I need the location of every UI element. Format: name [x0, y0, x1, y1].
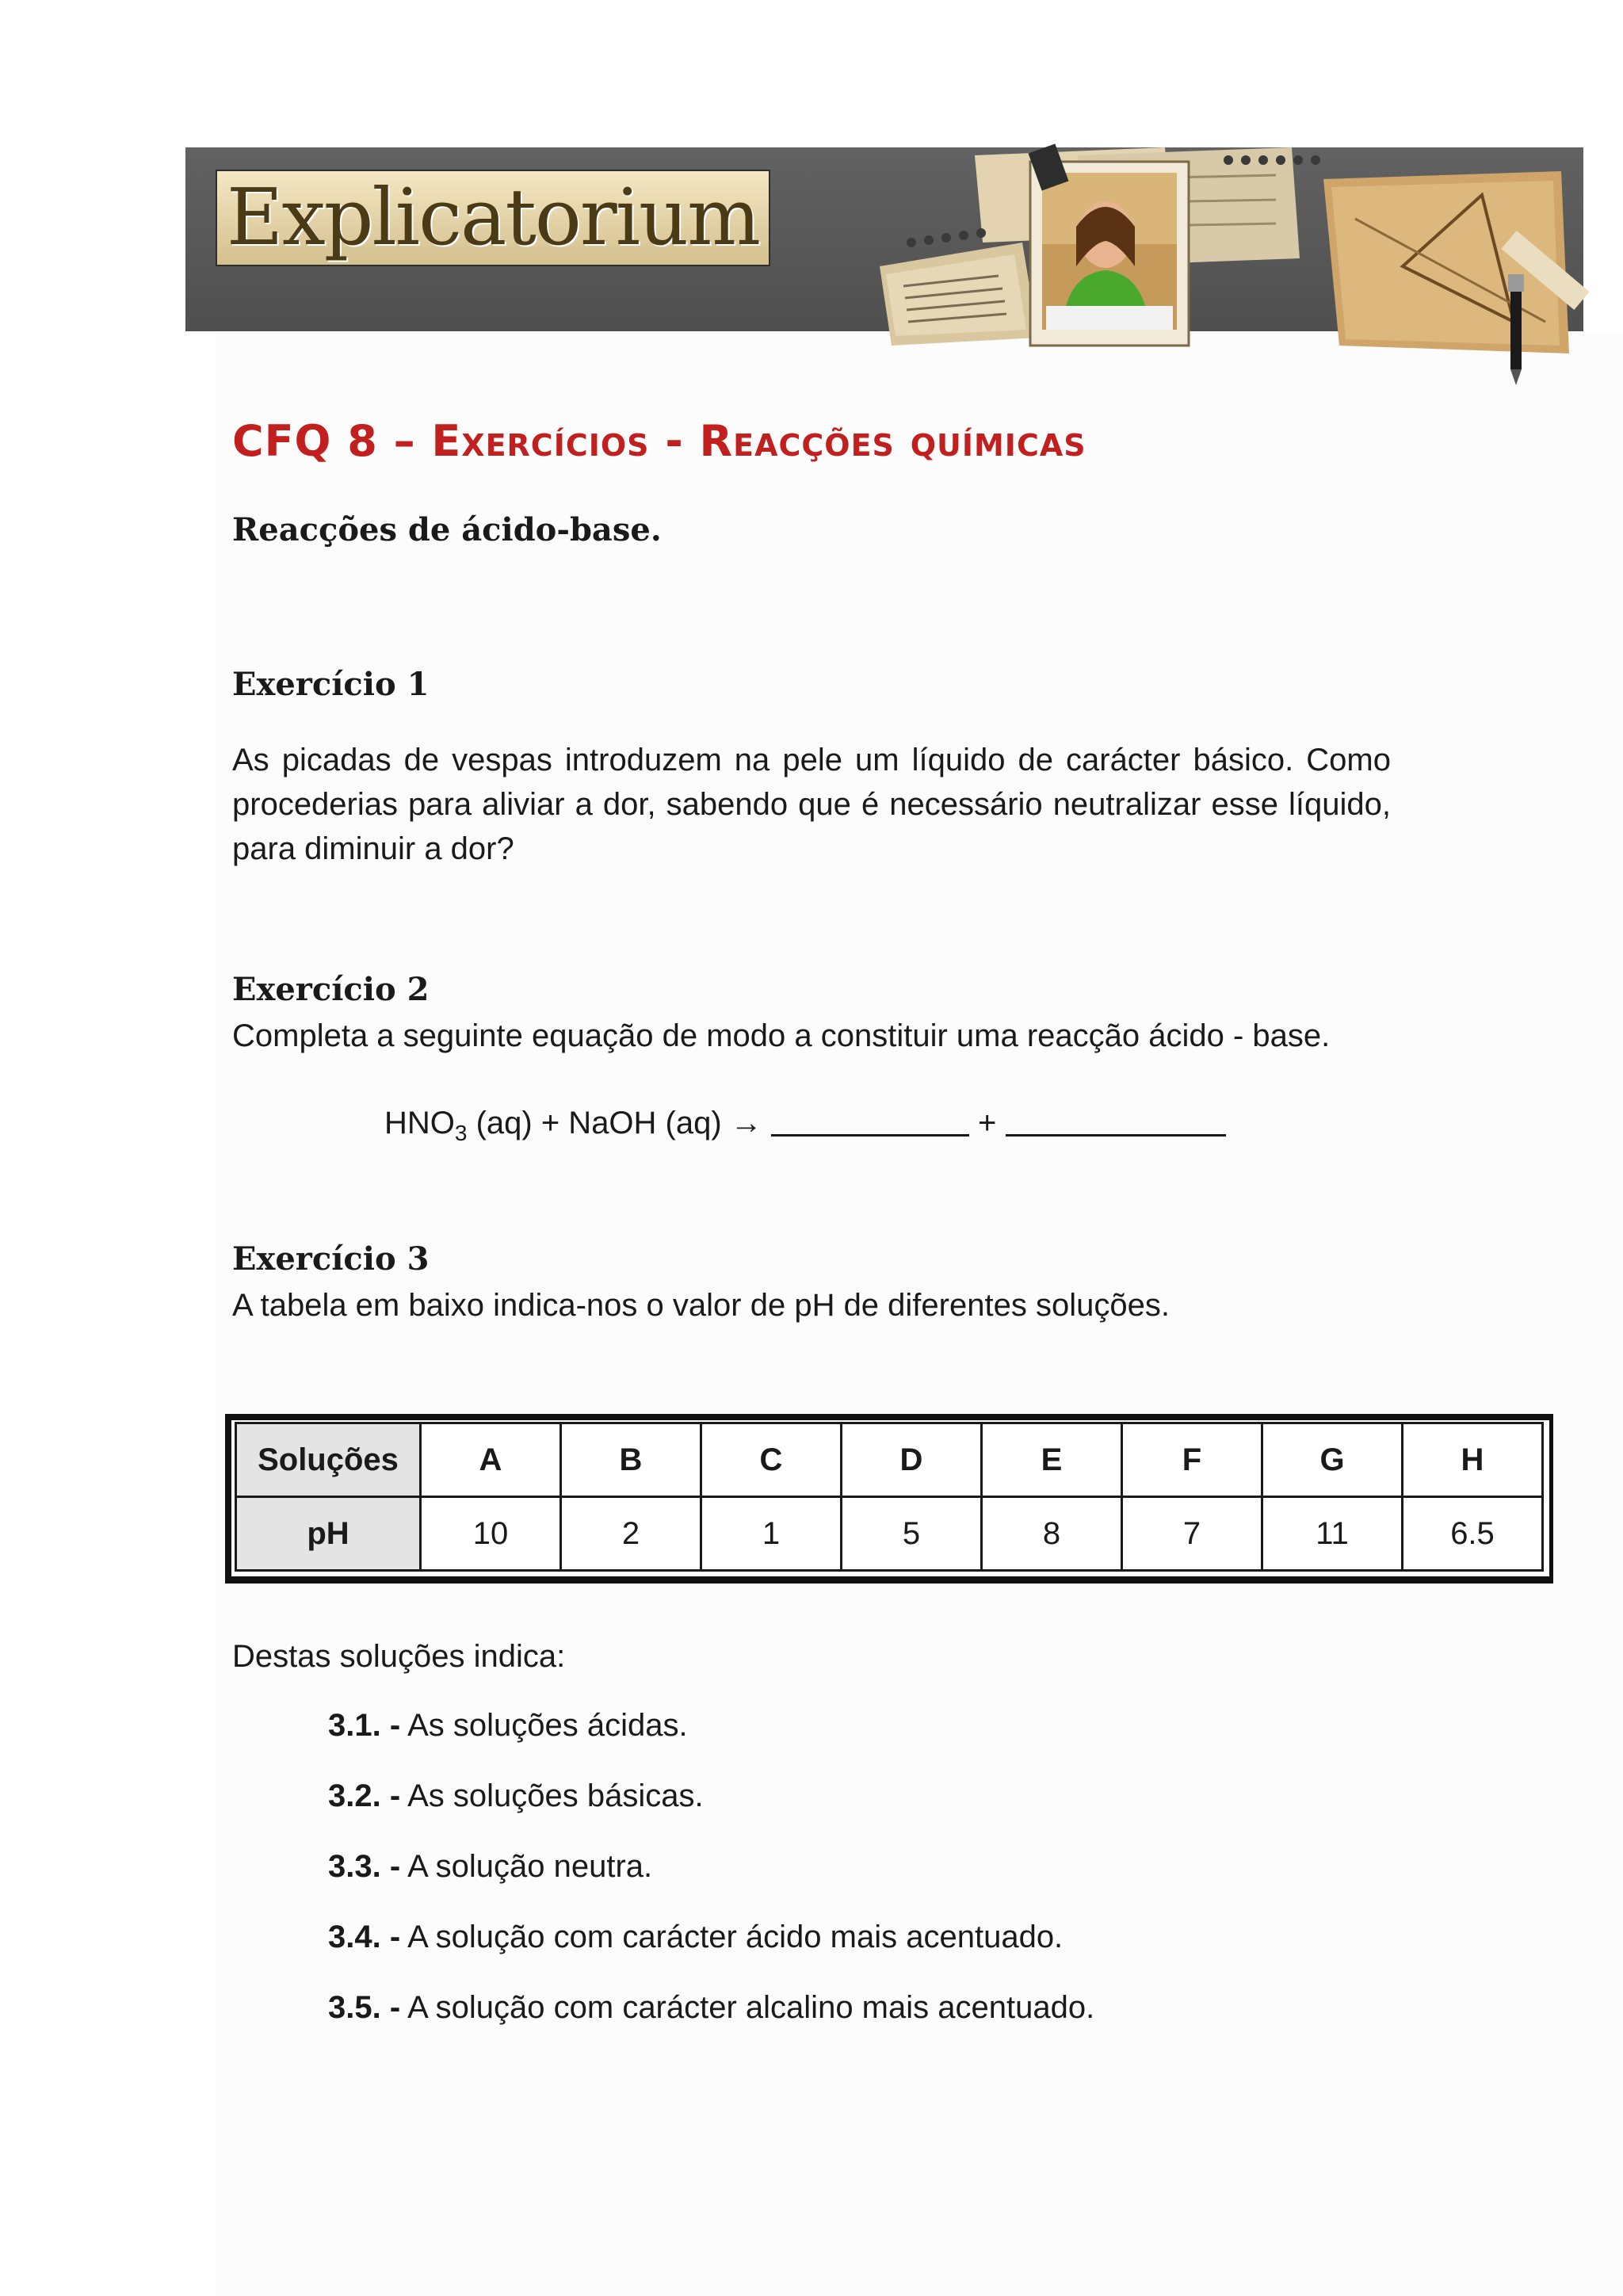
question-3-5	[328, 1990, 1094, 2026]
question-3-1	[328, 1708, 688, 1744]
table-cell: 5	[842, 1497, 982, 1571]
exercise-3-heading: Exercício 3	[232, 1240, 430, 1278]
question-text: A solução com carácter alcalino mais acentuado.	[400, 1990, 1095, 2025]
question-number: 3.4. -	[328, 1920, 401, 1954]
question-3-4	[328, 1920, 1063, 1955]
question-3-3	[328, 1849, 652, 1885]
table-column-header: C	[701, 1423, 842, 1497]
table-cell: 10	[421, 1497, 561, 1571]
table-column-header: B	[561, 1423, 701, 1497]
question-number: 3.1. -	[328, 1708, 401, 1743]
table-cell: 2	[561, 1497, 701, 1571]
exercise-1-heading: Exercício 1	[232, 666, 430, 703]
question-number: 3.5. -	[328, 1990, 401, 2025]
ph-table	[235, 1422, 1544, 1572]
table-header-row	[236, 1423, 1543, 1497]
table-cell: 6.5	[1403, 1497, 1543, 1571]
table-cell: 7	[1122, 1497, 1262, 1571]
exercise-2-heading: Exercício 2	[232, 971, 430, 1008]
question-text: As soluções básicas.	[400, 1778, 704, 1813]
table-column-header: H	[1403, 1423, 1543, 1497]
table-cell: 11	[1262, 1497, 1403, 1571]
table-column-header: G	[1262, 1423, 1403, 1497]
question-number: 3.2. -	[328, 1778, 401, 1813]
question-3-2	[328, 1778, 704, 1814]
section-subtitle: Reacções de ácido-base.	[232, 511, 662, 548]
equation-subscript: 3	[454, 1121, 468, 1145]
table-row	[236, 1497, 1543, 1571]
equation-plus: +	[968, 1106, 1006, 1140]
table-column-header: D	[842, 1423, 982, 1497]
chemical-equation	[384, 1106, 1226, 1146]
question-text: A solução com carácter ácido mais acentuado.	[400, 1920, 1064, 1954]
equation-blank-2[interactable]	[1006, 1106, 1226, 1137]
page-title: CFQ 8 – Exercícios - Reacções químicas	[232, 416, 1086, 466]
table-cell: 8	[982, 1497, 1122, 1571]
equation-rest: (aq) + NaOH (aq) →	[467, 1106, 771, 1140]
exercise-2-text: Completa a seguinte equação de modo a constituir uma reacção ácido - base.	[232, 1018, 1331, 1053]
table-header-label: Soluções	[236, 1423, 421, 1497]
header-collage-image	[880, 147, 1583, 377]
table-row-label: pH	[236, 1497, 421, 1571]
exercise-1-text: As picadas de vespas introduzem na pele um líquido de carácter básico. Como procederias para aliviar a dor, sabendo que é necessário neutralizar esse líquido, para diminuir a dor?	[232, 743, 1391, 866]
exercise-3-intro: Destas soluções indica:	[232, 1639, 566, 1674]
table-column-header: A	[421, 1423, 561, 1497]
equation-reactant: HNO	[384, 1106, 455, 1140]
table-cell: 1	[701, 1497, 842, 1571]
question-number: 3.3. -	[328, 1849, 401, 1884]
question-text: As soluções ácidas.	[400, 1708, 688, 1743]
table-column-header: F	[1122, 1423, 1262, 1497]
table-column-header: E	[982, 1423, 1122, 1497]
question-text: A solução neutra.	[400, 1849, 653, 1884]
equation-blank-1[interactable]	[771, 1106, 969, 1137]
exercise-3-text: A tabela em baixo indica-nos o valor de pH de diferentes soluções.	[232, 1288, 1170, 1323]
explicatorium-logo: Explicatorium	[216, 170, 770, 266]
